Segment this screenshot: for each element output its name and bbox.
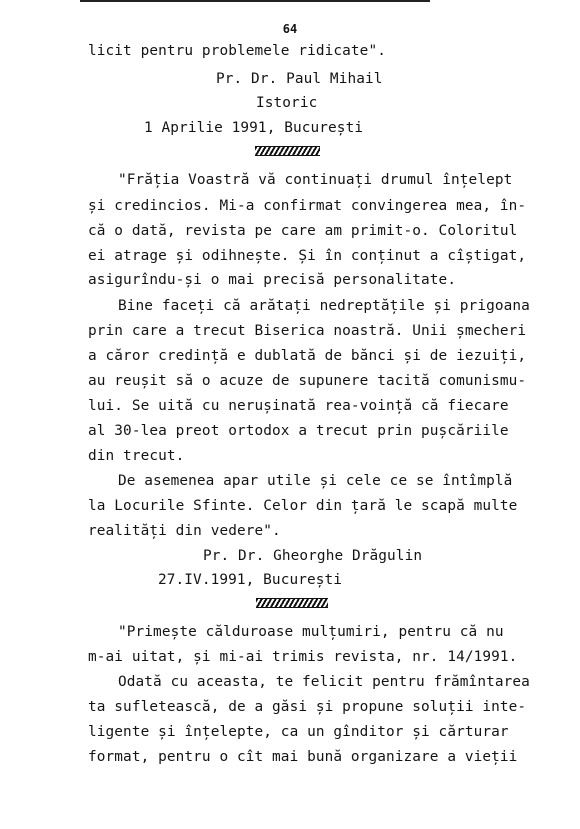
text-line: De asemenea apar utile și cele ce se întîmplă	[118, 473, 513, 489]
text-line: licit pentru problemele ridicate".	[88, 43, 386, 59]
text-line: format, pentru o cît mai bună organizare a vieții	[88, 749, 518, 765]
text-line: m-ai uitat, și mi-ai trimis revista, nr. 14/1991.	[88, 649, 518, 665]
signature-name: Pr. Dr. Gheorghe Drăgulin	[203, 548, 423, 564]
text-line: din trecut.	[88, 448, 185, 464]
text-line: a căror credință e dublată de bănci și de iezuiți,	[88, 348, 527, 364]
section-divider	[256, 598, 328, 608]
text-line: că o dată, revista pe care am primit-o. Coloritul	[88, 223, 518, 239]
text-line: au reușit să o acuze de supunere tacită comunismu-	[88, 373, 527, 389]
text-line: și credincios. Mi-a confirmat convingerea mea, în-	[88, 198, 527, 214]
text-line: "Frăția Voastră vă continuați drumul înțelept	[118, 172, 513, 188]
text-line: lui. Se uită cu nerușinată rea-voință că fiecare	[88, 398, 509, 414]
text-line: ta sufletească, de a găsi și propune soluții inte-	[88, 699, 527, 715]
text-line: Odată cu aceasta, te felicit pentru frămîntarea	[118, 674, 530, 690]
text-line: asigurîndu-și o mai precisă personalitate.	[88, 272, 457, 288]
text-line: realități din vedere".	[88, 523, 281, 539]
signature-date: 27.IV.1991, București	[158, 572, 343, 588]
section-divider	[255, 146, 320, 156]
text-line: al 30-lea preot ortodox a trecut prin pușcăriile	[88, 423, 509, 439]
signature-title: Istoric	[256, 95, 318, 111]
text-line: la Locurile Sfinte. Celor din țară le scapă multe	[88, 498, 518, 514]
top-rule	[80, 0, 430, 2]
page-number: 64	[282, 22, 298, 36]
text-line: "Primește călduroase mulțumiri, pentru că nu	[118, 624, 504, 640]
text-line: Bine faceți că arătați nedreptățile și prigoana	[118, 298, 530, 314]
text-line: prin care a trecut Biserica noastră. Unii șmecheri	[88, 323, 527, 339]
text-line: ligente și înțelepte, ca un gînditor și cărturar	[88, 724, 509, 740]
signature-name: Pr. Dr. Paul Mihail	[216, 71, 383, 87]
signature-date: 1 Aprilie 1991, București	[144, 120, 364, 136]
text-line: ei atrage și odihnește. Și în conținut a cîștigat,	[88, 248, 527, 264]
